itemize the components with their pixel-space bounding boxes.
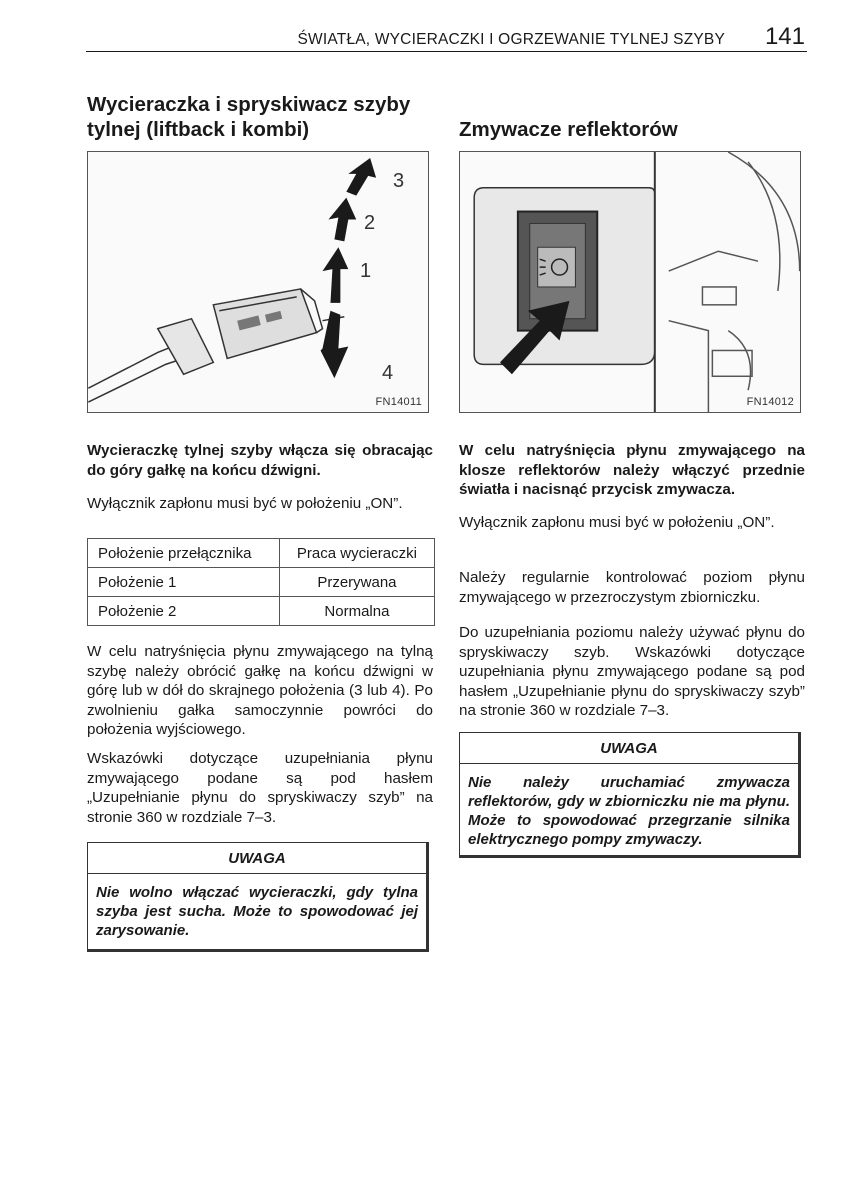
right-refill-block <box>459 623 805 721</box>
header-rule <box>86 51 807 52</box>
rear-wiper-lever-figure <box>87 151 429 413</box>
table-cell: Przerywana <box>279 568 434 597</box>
arrow-up-3 <box>346 158 376 196</box>
table-header-row <box>88 539 435 568</box>
figure-code-left: FN14011 <box>375 396 422 408</box>
right-check-block <box>459 568 805 607</box>
table-row <box>88 597 435 626</box>
left-ignition-block <box>87 494 433 514</box>
headlamp-warning-box <box>459 732 801 858</box>
headlamp-cleaner-illustration <box>460 152 800 412</box>
table-cell: Normalna <box>279 597 434 626</box>
warning-text: Nie wolno włączać wycieraczki, gdy tylna szyba jest sucha. Może to spowodować jej zarysowanie. <box>96 884 418 939</box>
rear-wiper-section-title <box>87 92 410 142</box>
right-refill-text: Do uzupełniania poziomu należy używać płynu do spryskiwaczy szyb. Wskazówki dotyczące uzupełniania płynu zmywającego podane są pod hasłem „Uzupełnianie płynu do spryskiwaczy szyb” na stronie 360 w rozdziale 7–3. <box>459 624 805 719</box>
rear-wiper-title-line1: Wycieraczka i spryskiwacz szyby <box>87 93 411 116</box>
table-cell: Położenie 2 <box>88 597 280 626</box>
running-header-title: ŚWIATŁA, WYCIERACZKI I OGRZEWANIE TYLNEJ SZYBY <box>297 31 725 48</box>
left-refill-text: Wskazówki dotyczące uzupełniania płynu zmywającego podane są pod hasłem „Uzupełnianie płynu do spryskiwaczy szyb” na stronie 360 w rozdziale 7–3. <box>87 750 433 826</box>
headlamp-lead-text: W celu natryśnięcia płynu zmywającego na klosze reflektorów należy włączyć przednie światła i nacisnąć przycisk zmywacza. <box>459 442 805 498</box>
position-label-3: 3 <box>393 170 405 192</box>
table-header-cell: Praca wycieraczki <box>279 539 434 568</box>
table-header-cell: Położenie przełącznika <box>88 539 280 568</box>
left-refill-block <box>87 749 433 827</box>
headlamp-lead-block <box>459 441 805 500</box>
headlamp-cleaner-section-title: Zmywacze reflektorów <box>459 118 678 141</box>
position-label-1: 1 <box>360 260 372 282</box>
rear-wiper-lead-block <box>87 441 433 480</box>
table-cell: Położenie 1 <box>88 568 280 597</box>
warning-title: UWAGA <box>460 733 798 764</box>
position-label-4: 4 <box>382 362 394 384</box>
rear-washer-text: W celu natryśnięcia płynu zmywającego na tylną szybę należy obrócić gałkę na końcu dźwigni w górę lub w dół do skrajnego położenia (3 lub 4). Po zwolnieniu gałka samoczynnie powróci do położenia wyjściowego. <box>87 643 433 738</box>
wiper-settings-table <box>87 538 435 626</box>
table-row <box>88 568 435 597</box>
page-number: 141 <box>764 23 805 50</box>
rear-wiper-warning-box <box>87 842 429 952</box>
rear-washer-block <box>87 642 433 740</box>
right-check-text: Należy regularnie kontrolować poziom płynu zmywającego w przezroczystym zbiorniczku. <box>459 569 805 606</box>
arrow-up-1 <box>323 247 349 303</box>
left-ignition-text: Wyłącznik zapłonu musi być w położeniu „ON”. <box>87 495 403 512</box>
right-ignition-block <box>459 513 805 533</box>
figure-code-right: FN14012 <box>746 396 794 408</box>
rear-wiper-title-line2: tylnej (liftback i kombi) <box>87 118 310 141</box>
warning-title: UWAGA <box>88 843 426 874</box>
right-ignition-text: Wyłącznik zapłonu musi być w położeniu „ON”. <box>459 514 775 531</box>
arrow-up-2 <box>328 198 356 242</box>
wiper-lever-illustration <box>88 152 428 412</box>
position-label-2: 2 <box>364 212 376 234</box>
headlamp-cleaner-figure <box>459 151 801 413</box>
warning-text: Nie należy uruchamiać zmywacza reflektorów, gdy w zbiorniczku nie ma płynu. Może to spowodować przegrzanie silnika elektrycznego pompy zmywaczy. <box>468 774 790 848</box>
rear-wiper-lead-text: Wycieraczkę tylnej szyby włącza się obracając do góry gałkę na końcu dźwigni. <box>87 442 433 479</box>
